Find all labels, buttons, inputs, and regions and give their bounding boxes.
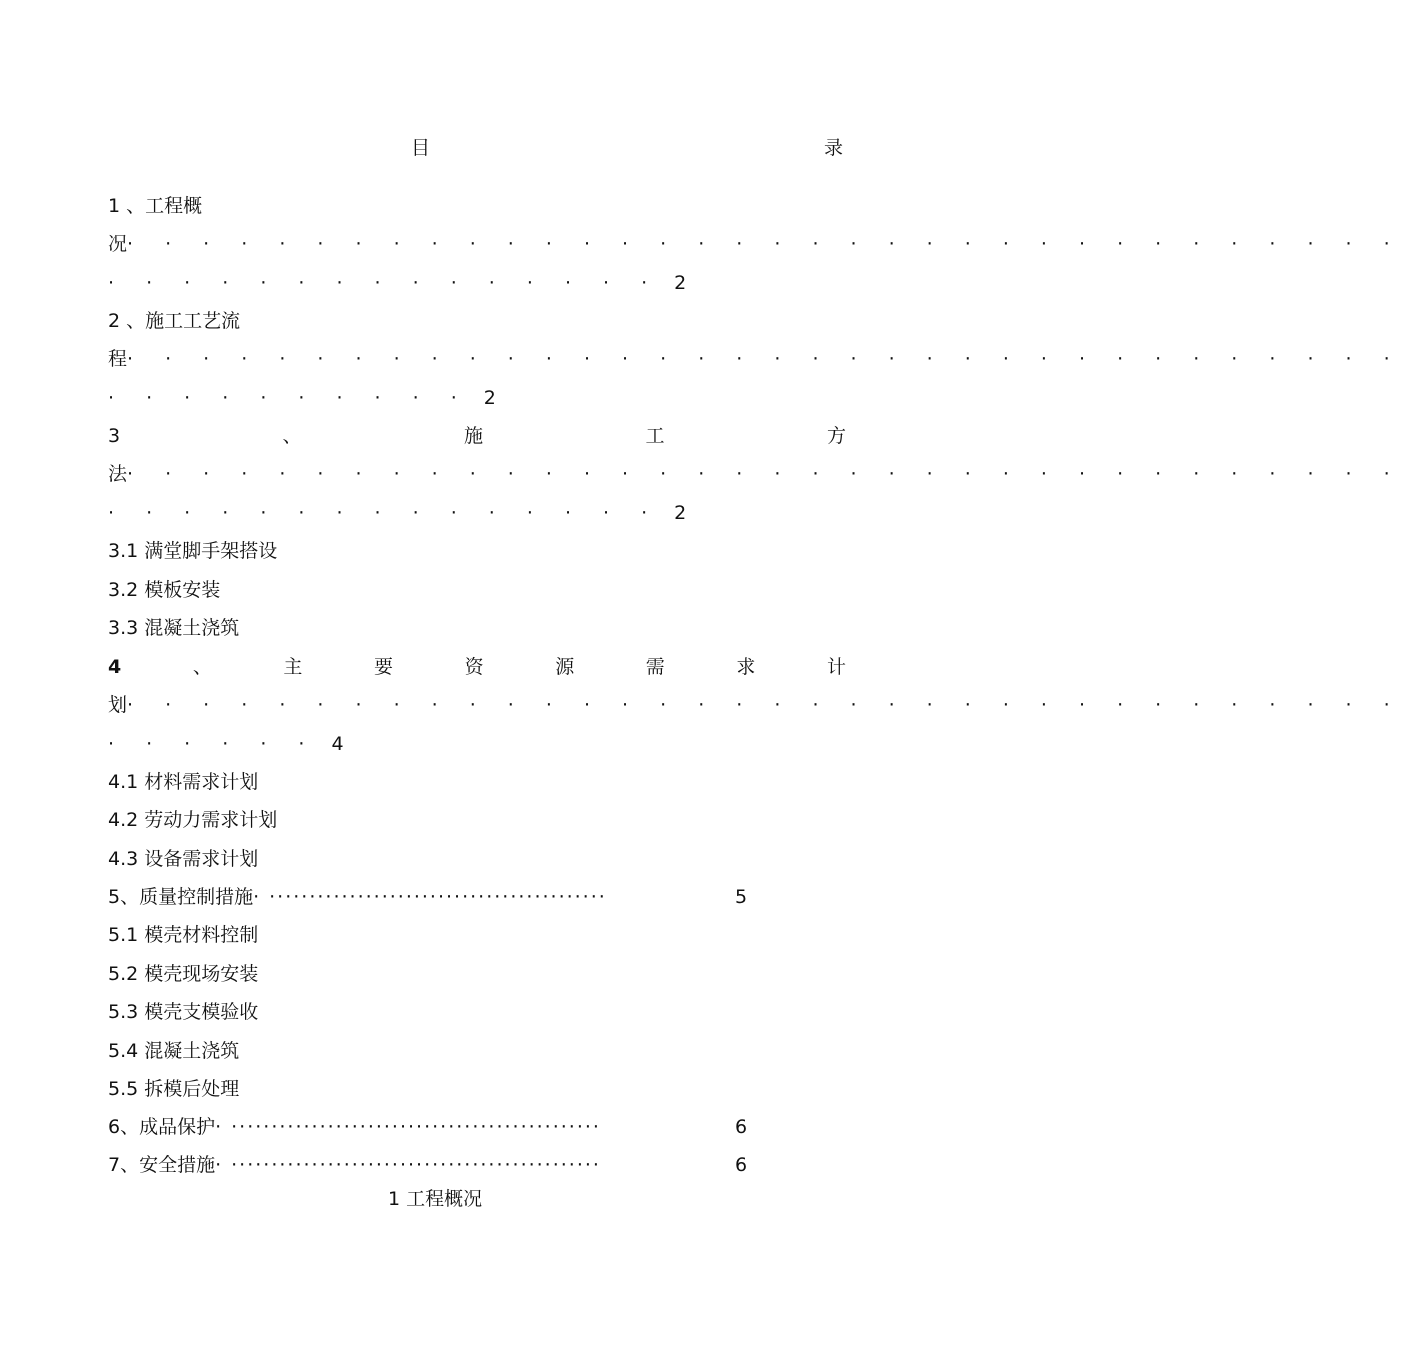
toc-entry-4-page: 4 xyxy=(331,733,344,755)
toc-entry-5-2: 5.2 模壳现场安装 xyxy=(108,963,259,985)
toc-entry-4-part: 资 xyxy=(464,656,484,678)
toc-entry-1-leader-cont: · · · · · · · · · · · · · · · xyxy=(108,272,661,294)
toc-entry-5-3: 5.3 模壳支模验收 xyxy=(108,1001,259,1023)
toc-entry-5-4: 5.4 混凝土浇筑 xyxy=(108,1040,240,1062)
toc-entry-1-label-end: 况 xyxy=(108,233,128,255)
toc-entry-3-label-end: 法 xyxy=(108,463,128,485)
toc-entry-3-line3 xyxy=(108,500,686,526)
toc-entry-3-part: 方 xyxy=(826,425,846,447)
toc-entry-4-line3 xyxy=(108,731,344,757)
toc-title-char-2: 录 xyxy=(824,137,844,159)
toc-entry-2-leader-cont: · · · · · · · · · · xyxy=(108,387,470,409)
toc-entry-7-leader: ·············································· xyxy=(231,1154,601,1176)
toc-entry-4-leader: · · · · · · · · · · · · · · · · · · · · · · · · · · · · · · · · · · xyxy=(127,694,1403,716)
toc-entry-3-1: 3.1 满堂脚手架搭设 xyxy=(108,540,278,562)
toc-entry-5-label: 5、质量控制措施· xyxy=(108,886,260,908)
toc-entry-4-part: 4 xyxy=(108,656,122,678)
toc-entry-6 xyxy=(108,1114,601,1140)
toc-entry-1-leader: · · · · · · · · · · · · · · · · · · · · · · · · · · · · · · · · · · xyxy=(127,233,1403,255)
section-heading: 1 工程概况 xyxy=(388,1188,483,1210)
toc-entry-7 xyxy=(108,1152,601,1178)
toc-entry-7-page: 6 xyxy=(735,1154,748,1176)
toc-entry-5-page: 5 xyxy=(735,886,748,908)
toc-entry-1-line3 xyxy=(108,270,686,296)
toc-entry-4-3: 4.3 设备需求计划 xyxy=(108,848,259,870)
toc-entry-3-leader-cont: · · · · · · · · · · · · · · · xyxy=(108,502,661,524)
toc-entry-4-part: 主 xyxy=(283,656,303,678)
toc-entry-4-part: 需 xyxy=(645,656,665,678)
toc-entry-2-line2 xyxy=(108,346,1403,372)
toc-entry-4-label-end: 划 xyxy=(108,694,128,716)
toc-entry-3-line2 xyxy=(108,461,1403,487)
toc-entry-3-part: 3 xyxy=(108,425,121,447)
toc-entry-3-label xyxy=(108,423,846,449)
toc-entry-1-line2 xyxy=(108,231,1403,257)
toc-entry-3-3: 3.3 混凝土浇筑 xyxy=(108,617,240,639)
toc-entry-4-part: 计 xyxy=(826,656,846,678)
toc-entry-3-part: 工 xyxy=(645,425,665,447)
toc-entry-2-line3 xyxy=(108,385,496,411)
toc-entry-3-leader: · · · · · · · · · · · · · · · · · · · · · · · · · · · · · · · · · · xyxy=(127,463,1403,485)
toc-entry-2-page: 2 xyxy=(483,387,496,409)
toc-entry-2-label: 2 、施工工艺流 xyxy=(108,310,241,332)
toc-entry-3-part: 、 xyxy=(282,425,302,447)
toc-entry-6-page: 6 xyxy=(735,1116,748,1138)
toc-entry-4-part: 求 xyxy=(736,656,756,678)
toc-entry-4-label xyxy=(108,654,846,680)
toc-entry-4-1: 4.1 材料需求计划 xyxy=(108,771,259,793)
toc-entry-3-part: 施 xyxy=(464,425,484,447)
toc-entry-4-leader-cont: · · · · · · xyxy=(108,733,318,755)
toc-entry-6-leader: ·············································· xyxy=(231,1116,601,1138)
toc-entry-2-leader: · · · · · · · · · · · · · · · · · · · · · · · · · · · · · · · · · · xyxy=(127,348,1403,370)
toc-entry-5-1: 5.1 模壳材料控制 xyxy=(108,924,259,946)
toc-title-char-1: 目 xyxy=(411,137,431,159)
toc-entry-4-2: 4.2 劳动力需求计划 xyxy=(108,809,278,831)
toc-entry-6-label: 6、成品保护· xyxy=(108,1116,222,1138)
toc-entry-2-label-end: 程 xyxy=(108,348,128,370)
toc-entry-5-leader: ·········································· xyxy=(269,886,607,908)
toc-entry-1-page: 2 xyxy=(674,272,687,294)
toc-entry-1-label: 1 、工程概 xyxy=(108,195,203,217)
toc-entry-3-page: 2 xyxy=(674,502,687,524)
toc-entry-7-label: 7、安全措施· xyxy=(108,1154,222,1176)
toc-entry-4-part: 源 xyxy=(555,656,575,678)
toc-entry-5-5: 5.5 拆模后处理 xyxy=(108,1078,240,1100)
toc-entry-4-part: 、 xyxy=(192,656,212,678)
toc-entry-4-part: 要 xyxy=(374,656,394,678)
toc-entry-4-line2 xyxy=(108,692,1403,718)
toc-entry-5 xyxy=(108,884,607,910)
toc-entry-3-2: 3.2 模板安装 xyxy=(108,579,221,601)
